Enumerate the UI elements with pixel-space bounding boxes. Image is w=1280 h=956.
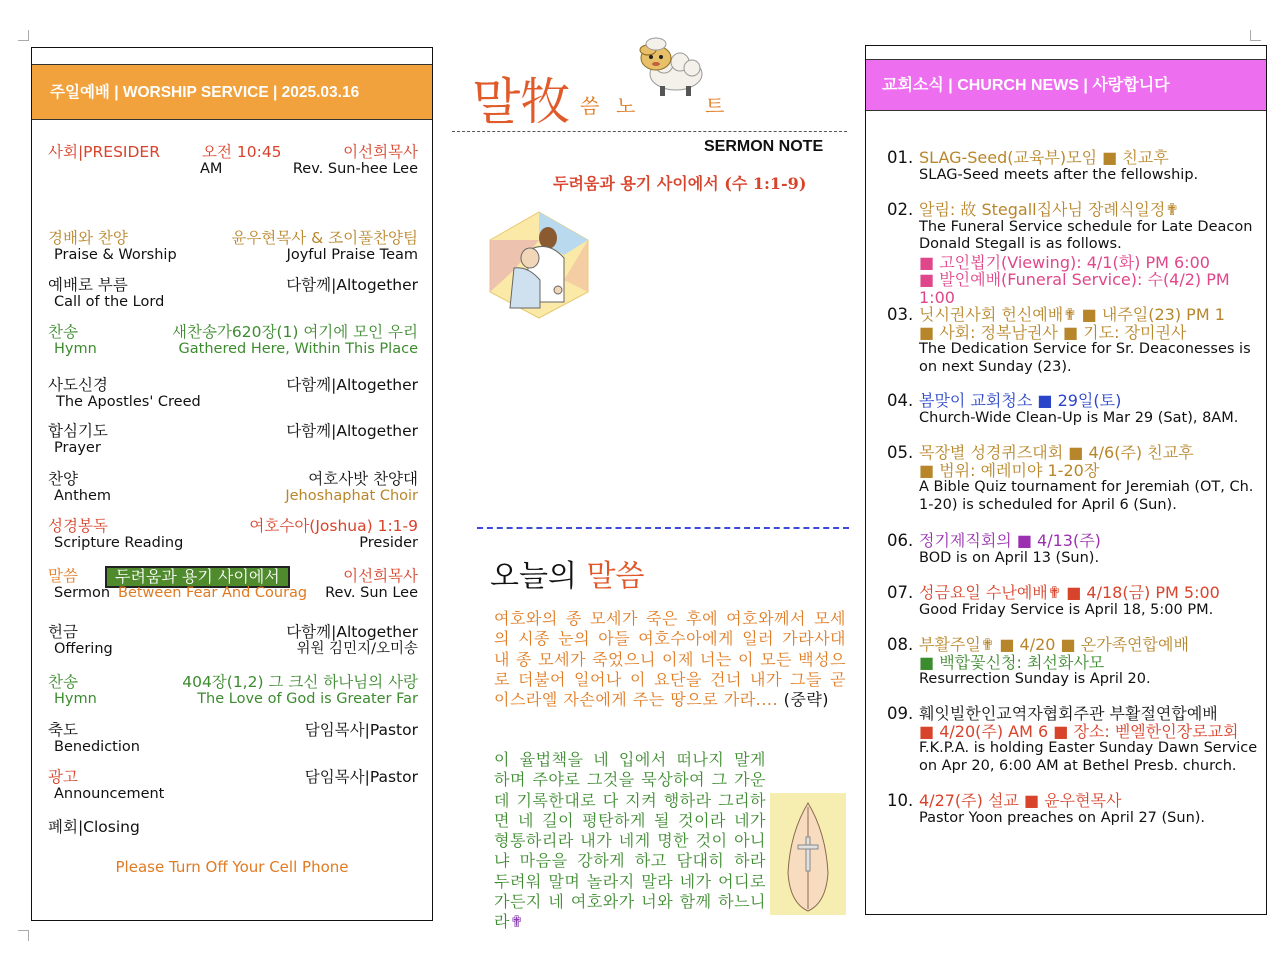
praying-hands-image <box>770 793 846 915</box>
worship-header: 주일예배 | WORSHIP SERVICE | 2025.03.16 <box>32 64 432 120</box>
cell-phone-note: Please Turn Off Your Cell Phone <box>115 858 349 876</box>
news-header: 교회소식 | CHURCH NEWS | 사랑합니다 <box>866 59 1266 111</box>
sheep-icon <box>636 36 706 98</box>
divider-blue <box>477 527 849 529</box>
crop-mark-top-left <box>18 30 29 41</box>
scripture-passage-2: 이 율법책을 네 입에서 떠나지 말게 하며 주야로 그것을 묵상하여 그 가운데 기록한대로 다 지켜 행하라 그리하면 네 길이 평탄하게 될 것이라 네가 형통하리라 내가 네게 명한 것이 아니냐 마음을 강하게 하고 담대히 하라 두려워 말며 놀라지 말라 네가 어디로 가든지 네 여호와가 너와 함께 하느니라✟ <box>494 750 846 933</box>
sermon-note-logo: 말牧 <box>472 73 571 131</box>
crop-mark-top-right <box>1250 30 1261 41</box>
logo-char-2: 노 <box>616 94 636 118</box>
sermon-title: 두려움과 용기 사이에서 (수 1:1-9) <box>553 174 807 193</box>
logo-char-3: 트 <box>705 94 725 118</box>
todays-word-title: 오늘의 말씀 <box>490 559 645 594</box>
jesus-embrace-illustration <box>484 210 594 320</box>
logo-char-1: 씀 <box>580 94 600 118</box>
crop-mark-bottom-left <box>18 930 29 941</box>
divider-top <box>452 131 847 132</box>
scripture-passage-1: 여호와의 종 모세가 죽은 후에 여호와께서 모세의 시종 눈의 아들 여호수아에게 일러 가라사대 내 종 모세가 죽었으니 이제 너는 이 모든 백성으로 더불어 일어나 이 요단을 건너 내가 그들 곧 이스라엘 자손에게 주는 땅으로 가라.... (중략) <box>494 609 846 710</box>
sermon-note-label: SERMON NOTE <box>704 138 824 155</box>
praying-hands-icon <box>770 793 846 915</box>
worship-order-panel: 주일예배 | WORSHIP SERVICE | 2025.03.16 사회|PRESIDER 오전 10:45 이선희목사 AM Rev. Sun-hee Lee 경배와 찬양 윤우현목사 & 조이풀찬양팀 Praise & Worship Joyful Praise Team 예배로 부름 다함께|Altogether Call of the Lord 찬송 새찬송가620장(1) 여기에 모인 우리 Hymn Gathered Here, Within This Place 사도신경 다함께|Altogether The Apostles' Creed 합심기도 다함께|Altogether Prayer 찬양 여호사밧 찬양대 Anthem Jehoshaphat Choir 성경봉독 여호수아(Joshua) 1:1-9 Scripture Reading Presider 말씀 두려움과 용기 사이에서 이선희목사 Sermon Between Fear And Courag Rev. Sun Lee 헌금 다함께|Altogether Offering 위원 김민지/오미송 찬송 404장(1,2) 그 크신 하나님의 사랑 Hymn The Love of God is Greater Far 축도 담임목사|Pastor Benediction 광고 담임목사|Pastor Announcement 폐회|Closing Please Turn Off Your Cell Phone <box>31 47 433 921</box>
sermon-title-highlight: 두려움과 용기 사이에서 <box>105 566 290 588</box>
